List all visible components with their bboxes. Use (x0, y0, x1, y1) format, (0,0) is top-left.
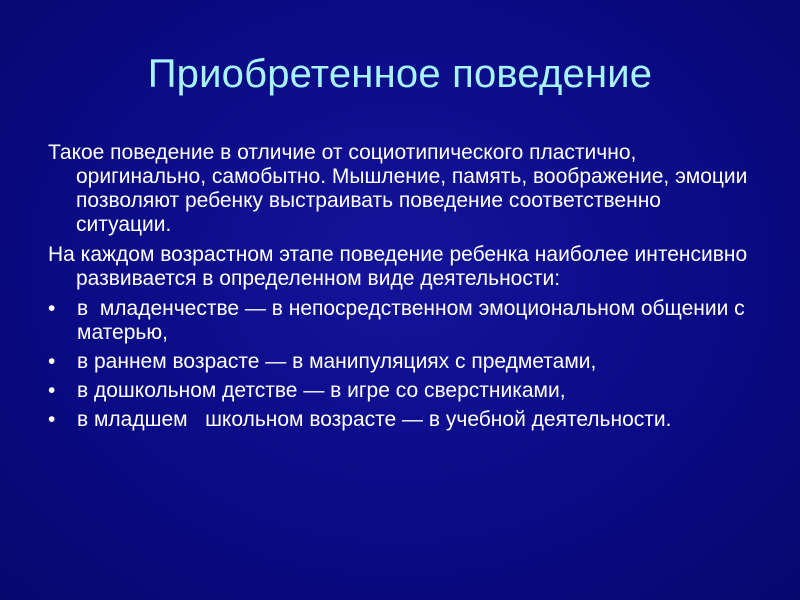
bullet-icon: • (48, 350, 56, 373)
slide-body (48, 141, 751, 437)
bullet-list (48, 297, 751, 432)
bullet-item-preschool (48, 379, 748, 403)
bullet-text: в младшем школьном возрасте — в учебной деятельности. (77, 408, 672, 431)
bullet-text: в раннем возрасте — в манипуляциях с предметами, (77, 350, 597, 373)
paragraph-intro: Такое поведение в отличие от социотипического пластично, оригинально, самобытно. Мышление, память, воображение, эмоции позволяют ребенку выстраивать поведение соответственно ситуации. (48, 141, 748, 236)
bullet-text: в младенчестве — в непосредственном эмоциональном общении с матерью, (77, 297, 751, 344)
bullet-item-early-age (48, 350, 748, 374)
bullet-item-infancy (48, 297, 751, 345)
slide-title: Приобретенное поведение (147, 52, 653, 96)
bullet-icon: • (48, 379, 56, 402)
paragraph-age-stages: На каждом возрастном этапе поведение ребенка наиболее интенсивно развивается в определенном виде деятельности: (48, 243, 748, 290)
bullet-icon: • (48, 408, 56, 431)
bullet-item-primary-school (48, 408, 748, 432)
bullet-text: в дошкольном детстве — в игре со сверстниками, (77, 379, 566, 402)
bullet-icon: • (48, 297, 56, 320)
